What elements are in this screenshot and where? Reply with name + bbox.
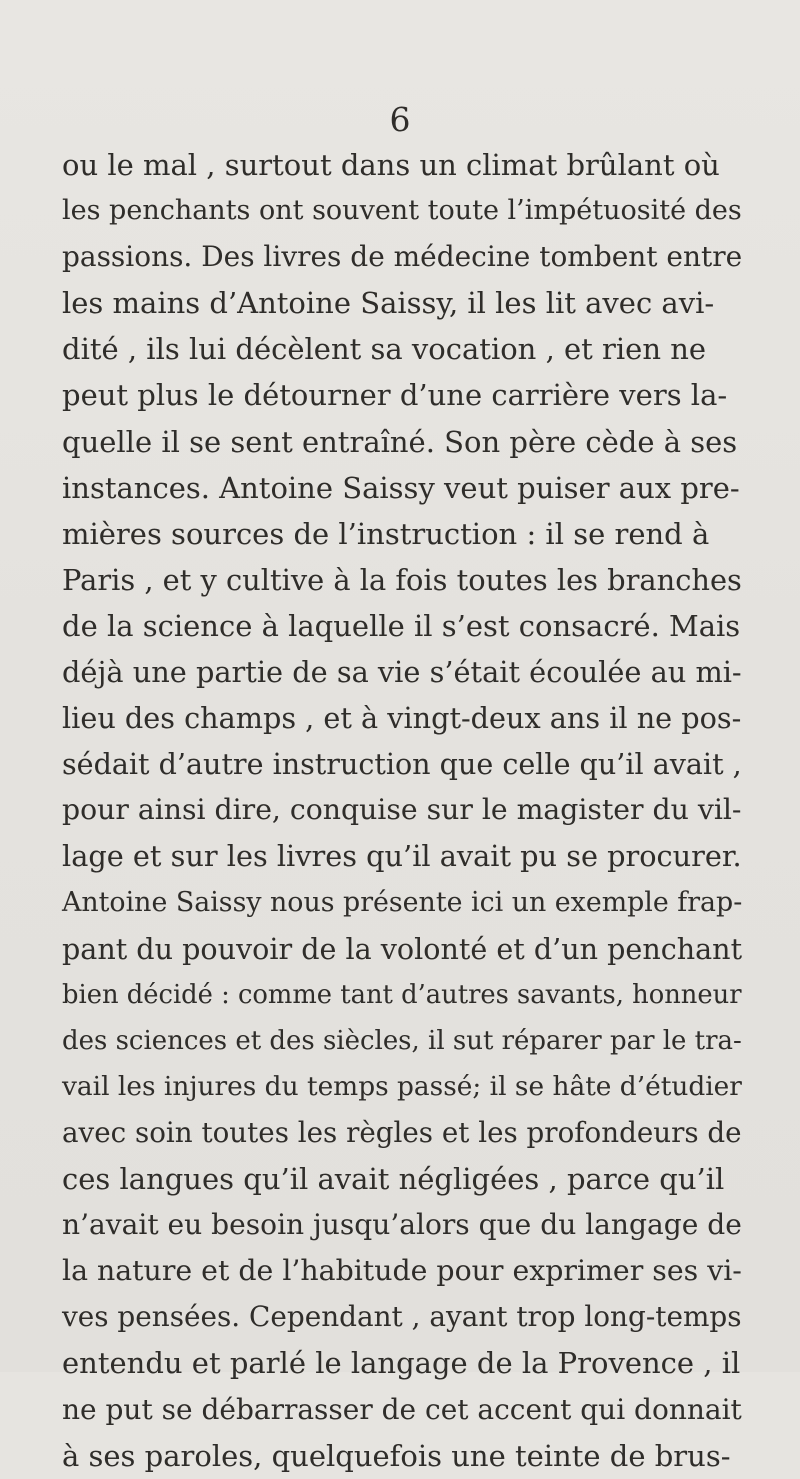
text-line: peut plus le détourner d’une carrière vers la- (62, 378, 728, 413)
text-line: bien décidé : comme tant d’autres savants, honneur (62, 979, 742, 1010)
page-number: 6 (389, 100, 411, 139)
text-line: Antoine Saissy nous présente ici un exemple frap- (62, 886, 743, 918)
text-line: les penchants ont souvent toute l’impétuosité des (62, 195, 742, 227)
text-line: Paris , et y cultive à la fois toutes les branches (62, 562, 742, 597)
text-line: lieu des champs , et à vingt-deux ans il ne pos- (62, 701, 742, 736)
text-line: ne put se débarrasser de cet accent qui donnait (62, 1392, 742, 1426)
text-line: lage et sur les livres qu’il avait pu se procurer. (62, 839, 742, 874)
text-line: de la science à laquelle il s’est consacré. Mais (62, 608, 741, 643)
text-line: sédait d’autre instruction que celle qu’il avait , (62, 747, 742, 782)
text-line: instances. Antoine Saissy veut puiser aux pre- (62, 470, 740, 505)
text-line: pour ainsi dire, conquise sur le magister du vil- (62, 793, 742, 827)
text-line: la nature et de l’habitude pour exprimer ses vi- (62, 1254, 742, 1288)
text-line: ou le mal , surtout dans un climat brûlant où (62, 148, 720, 182)
text-line: dité , ils lui décèlent sa vocation , et rien ne (62, 332, 707, 367)
text-line: vail les injures du temps passé; il se hâte d’étudier (62, 1070, 742, 1102)
text-line: n’avait eu besoin jusqu’alors que du langage de (62, 1208, 742, 1242)
text-line: les mains d’Antoine Saissy, il les lit avec avi- (62, 286, 715, 321)
text-line: pant du pouvoir de la volonté et d’un penchant (62, 931, 743, 966)
text-line: des sciences et des siècles, il sut réparer par le tra- (62, 1025, 742, 1056)
text-line: quelle il se sent entraîné. Son père cède à ses (62, 424, 738, 459)
text-line: déjà une partie de sa vie s’était écoulée au mi- (62, 655, 742, 690)
text-line: ces langues qu’il avait négligées , parce qu’il (62, 1162, 725, 1197)
text-line: ves pensées. Cependant , ayant trop long-temps (62, 1300, 742, 1334)
text-line: mières sources de l’instruction : il se rend à (62, 516, 710, 551)
text-line: entendu et parlé le langage de la Provence , il (62, 1346, 741, 1381)
text-line: à ses paroles, quelquefois une teinte de brus- (62, 1438, 731, 1473)
text-line: passions. Des livres de médecine tombent entre (62, 240, 743, 274)
body-text (62, 142, 742, 1479)
text-line: avec soin toutes les règles et les profondeurs de (62, 1115, 742, 1149)
